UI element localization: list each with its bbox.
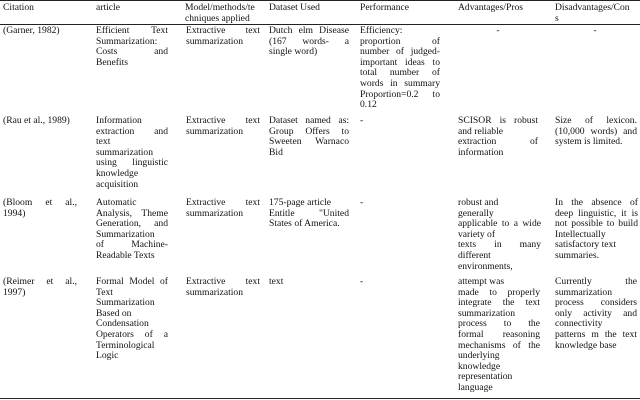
cell-line: Extractive text xyxy=(186,25,260,36)
cell-line: Summarization xyxy=(96,228,155,240)
cell-line: summaries. xyxy=(555,249,599,261)
cell-line: Group Offers to xyxy=(269,125,349,137)
table-top-rule xyxy=(0,0,640,1)
cell-line: Analysis, Theme xyxy=(96,207,168,219)
cell-line: Efficiency: xyxy=(360,25,403,36)
cell-line: Dataset named as: xyxy=(269,115,349,126)
header-citation: Citation xyxy=(3,2,34,13)
cell-line: Based on xyxy=(96,307,132,319)
row2-performance xyxy=(360,116,440,127)
row4-citation xyxy=(3,277,77,298)
cell-line: representation xyxy=(458,371,513,383)
cell-line: summarization xyxy=(555,286,613,298)
cell-line: acquisition xyxy=(96,178,139,190)
cell-line: only activity and xyxy=(555,307,637,319)
cell-line: Summarization xyxy=(96,297,155,309)
row1-performance xyxy=(360,26,440,111)
cell-line: mechanisms of the xyxy=(458,339,540,351)
row1-citation xyxy=(3,26,83,37)
cell-line: important ideas to xyxy=(360,56,440,68)
cell-line: 175-page article xyxy=(269,197,332,208)
cell-line: extraction of xyxy=(458,136,538,148)
cell-line: summarization xyxy=(458,307,516,319)
cell-line: Summarization: xyxy=(96,35,158,47)
header-cons-line: Disadvantages/Con xyxy=(555,2,630,13)
cell-line: Readable Texts xyxy=(96,249,155,261)
row4-pros xyxy=(458,277,540,394)
cell-line: number of judged- xyxy=(360,46,440,58)
cell-line: Terminological xyxy=(96,339,155,351)
row1-pros xyxy=(458,26,538,37)
cell-line: Automatic xyxy=(96,197,137,208)
cell-line: variety of xyxy=(458,228,496,240)
row2-model xyxy=(186,116,260,137)
cell-line: In the absence of xyxy=(555,197,638,208)
row3-article xyxy=(96,198,168,262)
cell-line: attempt was xyxy=(458,276,505,287)
cell-line: knowledge xyxy=(96,167,139,179)
cell-line: Text xyxy=(96,286,113,298)
cell-line: summarization xyxy=(186,35,244,47)
cell-line: summarization xyxy=(186,286,244,298)
cell-line: summarization xyxy=(186,207,244,219)
cell-line: - xyxy=(593,25,597,36)
cell-line: different xyxy=(458,249,491,261)
cell-line: formal reasoning xyxy=(458,328,540,340)
cell-line: Costs and xyxy=(96,46,168,58)
cell-line: Extractive text xyxy=(186,197,260,208)
cell-line: - xyxy=(360,276,364,287)
cell-line: knowledge base xyxy=(555,339,617,351)
row4-dataset xyxy=(269,277,349,288)
header-model-line: chniques applied xyxy=(185,13,250,24)
header-cons-line: s xyxy=(555,13,559,24)
cell-line: (167 words- a xyxy=(269,35,349,47)
row1-cons xyxy=(555,26,635,37)
cell-line: (Rau et al., 1989) xyxy=(3,115,70,126)
row3-model xyxy=(186,198,260,219)
cell-line: 0.12 xyxy=(360,99,377,111)
row3-dataset xyxy=(269,198,349,230)
row2-article xyxy=(96,116,168,190)
row3-pros xyxy=(458,198,541,272)
cell-line: 1994) xyxy=(3,207,26,219)
cell-line: applicable to a wide xyxy=(458,218,541,230)
cell-line: language xyxy=(458,381,493,393)
cell-line: of Machine- xyxy=(96,239,168,251)
cell-line: text xyxy=(96,136,111,148)
cell-line: extraction and xyxy=(96,125,168,137)
row4-performance xyxy=(360,277,440,288)
cell-line: SCISOR is robust xyxy=(458,115,538,126)
header-pros: Advantages/Pros xyxy=(458,2,524,13)
header-article: article xyxy=(96,2,120,13)
row1-dataset xyxy=(269,26,349,58)
cell-line: knowledge xyxy=(458,360,501,372)
cell-line: Intellectually xyxy=(555,228,606,240)
cell-line: robust and xyxy=(458,197,499,208)
row2-dataset xyxy=(269,116,349,158)
cell-line: texts in many xyxy=(458,239,541,251)
cell-line: text xyxy=(269,276,284,287)
cell-line: Sweeten Warnaco xyxy=(269,136,349,148)
cell-line: Efficient Text xyxy=(96,25,168,36)
cell-line: and reliable xyxy=(458,125,504,137)
cell-line: (Garner, 1982) xyxy=(3,25,60,36)
cell-line: 1997) xyxy=(3,286,26,298)
cell-line: - xyxy=(360,197,364,208)
row4-model xyxy=(186,277,260,298)
cell-line: Extractive text xyxy=(186,115,260,126)
cell-line: using linguistic xyxy=(96,157,168,169)
cell-line: Benefits xyxy=(96,56,128,68)
cell-line: system is limited. xyxy=(555,136,623,148)
cell-line: Formal Model of xyxy=(96,276,168,287)
cell-line: (Bloom et al., xyxy=(3,197,77,208)
cell-line: Dutch elm Disease xyxy=(269,25,349,36)
cell-line: Condensation xyxy=(96,318,149,330)
cell-line: not possible to build xyxy=(555,218,638,230)
cell-line: summarization xyxy=(96,146,154,158)
cell-line: Logic xyxy=(96,350,119,362)
row3-cons xyxy=(555,198,638,262)
header-cons xyxy=(555,2,640,24)
cell-line: States of America. xyxy=(269,218,340,230)
cell-line: Operators of a xyxy=(96,328,168,340)
table-bottom-rule xyxy=(0,398,640,399)
cell-line: Entitle "United xyxy=(269,207,349,219)
row3-citation xyxy=(3,198,77,219)
cell-line: environments, xyxy=(458,260,513,272)
cell-line: - xyxy=(496,25,500,36)
row2-pros xyxy=(458,116,538,158)
row2-cons xyxy=(555,116,637,148)
cell-line: summarization xyxy=(186,125,244,137)
cell-line: Extractive text xyxy=(186,276,260,287)
header-performance: Performance xyxy=(360,2,410,13)
cell-line: satisfactory text xyxy=(555,239,617,251)
cell-line: process to the xyxy=(458,318,540,330)
row4-article xyxy=(96,277,168,362)
row1-model xyxy=(186,26,260,47)
row3-performance xyxy=(360,198,440,209)
cell-line: Information xyxy=(96,115,142,126)
cell-line: deep linguistic, it is xyxy=(555,207,638,219)
cell-line: Bid xyxy=(269,146,283,158)
cell-line: proportion of xyxy=(360,35,440,47)
cell-line: words in summary xyxy=(360,77,440,89)
cell-line: patterns m the text xyxy=(555,328,637,340)
cell-line: (10,000 words) and xyxy=(555,125,637,137)
cell-line: total number of xyxy=(360,67,440,79)
cell-line: process considers xyxy=(555,297,637,309)
cell-line: generally xyxy=(458,207,494,219)
row1-article xyxy=(96,26,168,68)
cell-line: underlying xyxy=(458,350,500,362)
cell-line: Generation, and xyxy=(96,218,168,230)
row4-cons xyxy=(555,277,637,351)
cell-line: information xyxy=(458,146,504,158)
header-model-line: Model/methods/te xyxy=(185,2,255,13)
cell-line: integrate the text xyxy=(458,297,540,309)
cell-line: Size of lexicon. xyxy=(555,115,637,126)
cell-line: Proportion=0.2 to xyxy=(360,88,440,100)
cell-line: single word) xyxy=(269,46,318,58)
cell-line: made to properly xyxy=(458,286,540,298)
row2-citation xyxy=(3,116,88,127)
cell-line: (Reimer et al., xyxy=(3,276,77,287)
cell-line: - xyxy=(360,115,364,126)
cell-line: Currently the xyxy=(555,276,637,287)
header-dataset: Dataset Used xyxy=(269,2,320,13)
cell-line: connectivity xyxy=(555,318,603,330)
header-model xyxy=(185,2,265,24)
